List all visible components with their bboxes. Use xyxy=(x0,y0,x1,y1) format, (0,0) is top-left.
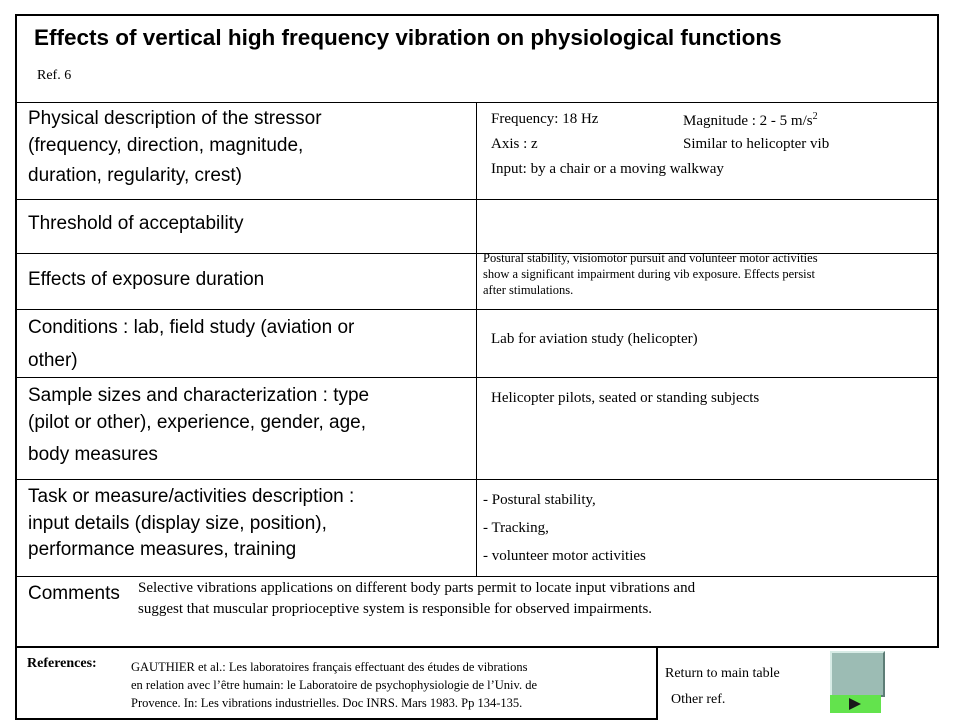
value-frequency: Frequency: 18 Hz xyxy=(491,111,599,127)
value-magnitude: Magnitude : 2 - 5 $m/s^2$ xyxy=(683,111,818,129)
page-title: Effects of vertical high frequency vibration on physiological functions xyxy=(34,25,782,50)
label-sample-sizes: Sample sizes and characterization : type (pilot or other), experience, gender, age, body measures xyxy=(28,385,370,466)
row-divider xyxy=(17,377,937,378)
comments-text: Selective vibrations applications on different body parts permit to locate input vibrations and suggest that muscular proprioceptive system is responsible for observed impairments. xyxy=(138,580,696,617)
row-divider xyxy=(17,576,937,577)
label-threshold: Threshold of acceptability xyxy=(28,213,244,234)
home-button-icon[interactable] xyxy=(830,651,885,697)
play-arrow-icon xyxy=(849,698,861,710)
value-input: Input: by a chair or a moving walkway xyxy=(491,161,724,177)
label-exposure-duration: Effects of exposure duration xyxy=(28,269,265,290)
value-task-description: - Postural stability, - Tracking, - volunteer motor activities xyxy=(483,492,646,564)
next-button[interactable] xyxy=(830,695,881,713)
value-sample-sizes: Helicopter pilots, seated or standing subjects xyxy=(491,390,760,406)
value-similar: Similar to helicopter vib xyxy=(683,136,830,152)
row-divider xyxy=(17,309,937,310)
other-ref-link[interactable]: Other ref. xyxy=(671,692,726,707)
row-divider xyxy=(17,102,937,103)
references-label: References: xyxy=(27,656,97,671)
label-conditions: Conditions : lab, field study (aviation or other) xyxy=(28,317,355,371)
value-conditions: Lab for aviation study (helicopter) xyxy=(491,331,698,347)
row-divider xyxy=(17,479,937,480)
label-task-description: Task or measure/activities description : input details (display size, position), performance measures, training xyxy=(28,486,355,561)
label-comments: Comments xyxy=(28,583,120,604)
value-exposure-duration: Postural stability, visiomotor pursuit and volunteer motor activities show a significant impairment during vib exposure. Effects persist after stimulations. xyxy=(483,251,818,297)
main-table xyxy=(15,14,939,648)
ref-number: Ref. 6 xyxy=(37,68,72,83)
references-text: GAUTHIER et al.: Les laboratoires français effectuant des études de vibrations en relation avec l’être humain: le Laboratoire de psychophysiologie de l’Univ. de Provence. In: Les vibrations industrielles. Doc INRS. Mars 1983. Pp 134-135. xyxy=(131,660,537,710)
row-divider xyxy=(17,199,937,200)
label-physical-description: Physical description of the stressor (frequency, direction, magnitude, duration, regularity, crest) xyxy=(28,108,322,187)
value-axis: Axis : z xyxy=(491,136,538,152)
return-to-main-table-link[interactable]: Return to main table xyxy=(665,666,780,681)
column-divider xyxy=(476,102,477,576)
